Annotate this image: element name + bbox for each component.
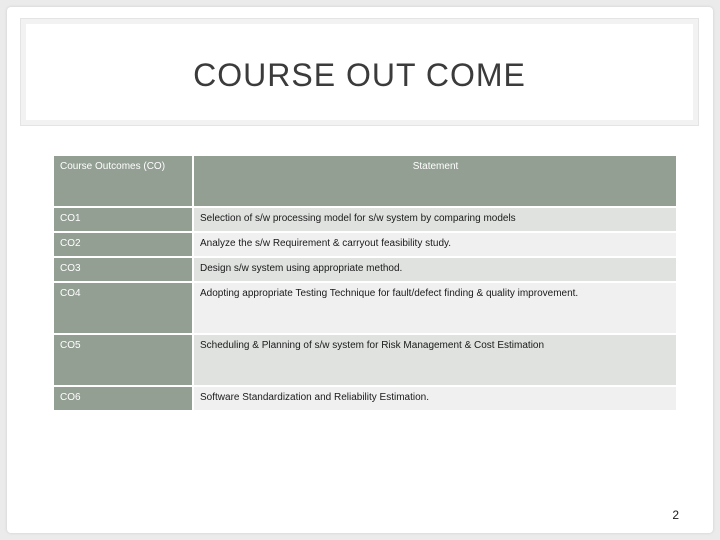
co-statement: Software Standardization and Reliability Estimation. — [193, 386, 677, 411]
title-area — [26, 24, 693, 120]
table-row — [53, 386, 677, 411]
course-outcome-table — [52, 154, 678, 412]
table-row — [53, 282, 677, 334]
co-statement: Selection of s/w processing model for s/w system by comparing models — [193, 207, 677, 232]
co-code: CO2 — [53, 232, 193, 257]
title-band — [20, 18, 699, 126]
co-code: CO1 — [53, 207, 193, 232]
table-row — [53, 207, 677, 232]
co-code: CO3 — [53, 257, 193, 282]
co-statement: Design s/w system using appropriate method. — [193, 257, 677, 282]
co-statement: Adopting appropriate Testing Technique for fault/defect finding & quality improvement. — [193, 282, 677, 334]
slide-title: COURSE OUT COME — [193, 56, 526, 93]
co-code: CO6 — [53, 386, 193, 411]
co-statement: Analyze the s/w Requirement & carryout feasibility study. — [193, 232, 677, 257]
co-code: CO5 — [53, 334, 193, 386]
table-row — [53, 232, 677, 257]
co-statement: Scheduling & Planning of s/w system for Risk Management & Cost Estimation — [193, 334, 677, 386]
table-row — [53, 334, 677, 386]
header-course-outcomes: Course Outcomes (CO) — [53, 155, 193, 207]
header-statement: Statement — [193, 155, 677, 207]
table-header-row — [53, 155, 677, 207]
co-code: CO4 — [53, 282, 193, 334]
table-row — [53, 257, 677, 282]
page-number: 2 — [672, 508, 679, 522]
